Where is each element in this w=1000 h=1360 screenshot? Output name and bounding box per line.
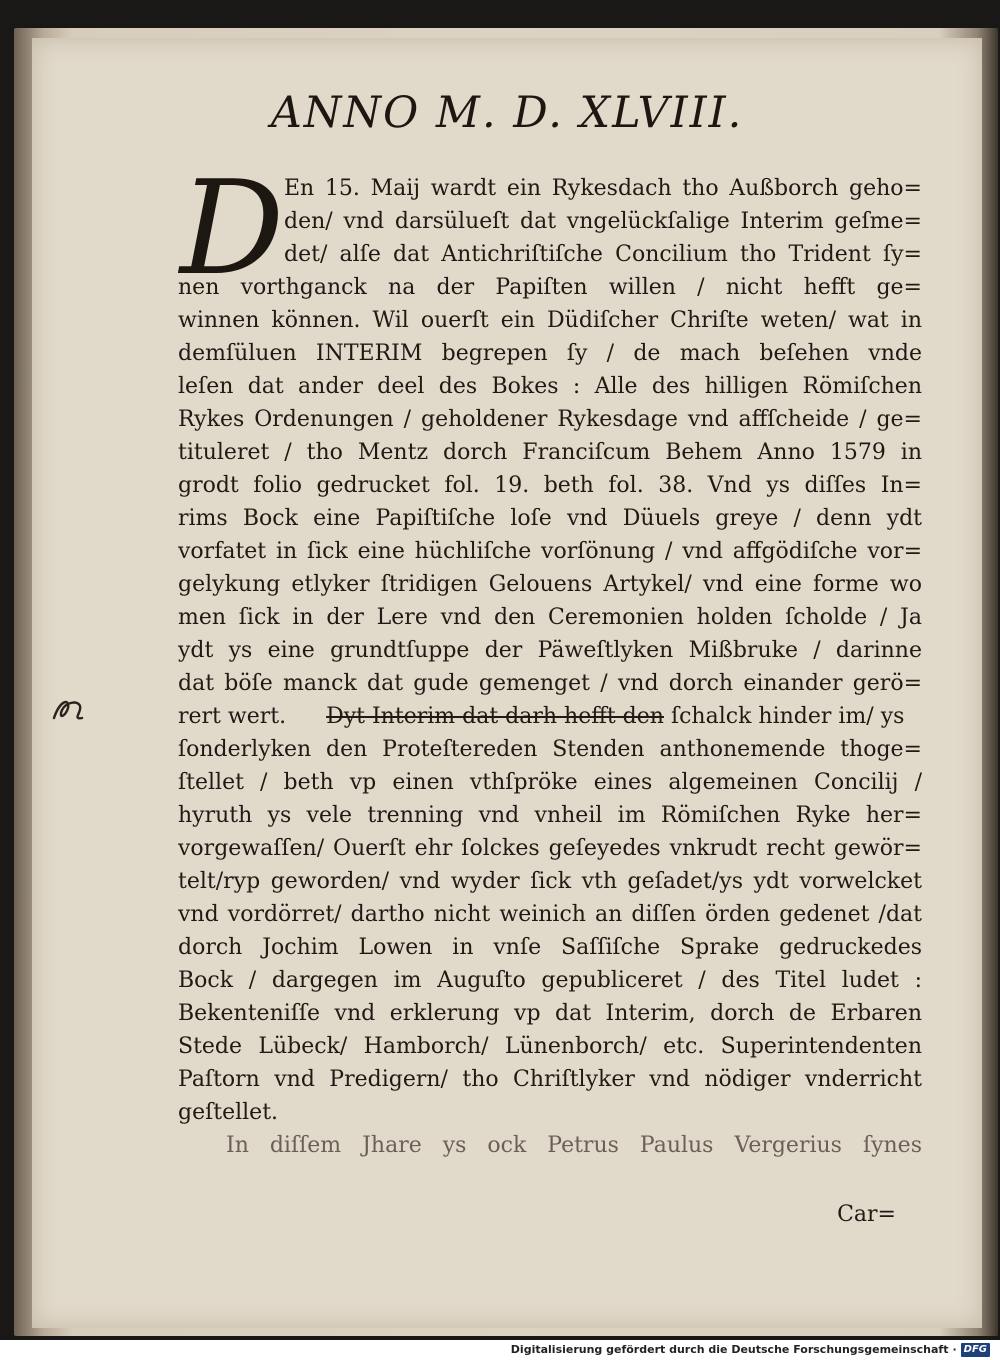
text-line: nen vorthganck na der Papiſten willen / nicht hefft ge= — [178, 275, 922, 300]
text-line-struck — [178, 700, 922, 733]
text-line: Stede Lübeck/ Hamborch/ Lünenborch/ etc. Superintendenten — [178, 1034, 922, 1059]
text-line: ſonderlyken den Proteſtereden Stenden anthonemende thoge= — [178, 737, 922, 762]
decorated-initial: D — [179, 152, 285, 304]
text-line: ydt ys eine grundtſuppe der Päweſtlyken Mißbruke / darinne — [178, 638, 922, 663]
text-line: geſtellet. — [178, 1100, 279, 1125]
line-end: ſchalck hinder im/ ys — [670, 704, 905, 729]
text-line: det/ alſe dat Antichriſtiſche Concilium tho Trident ſy= — [284, 242, 922, 267]
text-line: dorch Jochim Lowen in vnſe Saſſiſche Sprake gedruckedes — [178, 935, 922, 960]
text-line: dat böſe manck dat gude gemenget / vnd dorch einander gerö= — [178, 671, 922, 696]
text-line: grodt folio gedrucket fol. 19. beth fol. 38. Vnd ys diſſes In= — [178, 473, 922, 498]
text-line: men ſick in der Lere vnd den Ceremonien holden ſcholde / Ja — [178, 605, 922, 630]
text-line: Paſtorn vnd Predigern/ tho Chriſtlyker vnd nödiger vnderricht — [178, 1067, 922, 1092]
text-line: Bock / dargegen im Auguſto gepubliceret / des Titel ludet : — [178, 968, 922, 993]
text-line: tituleret / tho Mentz dorch Franciſcum Behem Anno 1579 in — [178, 440, 922, 465]
book-page — [32, 38, 982, 1328]
text-line: gelykung etlyker ſtridigen Gelouens Artykel/ vnd eine forme wo — [178, 572, 922, 597]
margin-annotation-icon — [48, 690, 88, 730]
dfg-logo-icon: DFG — [961, 1343, 990, 1357]
catchword: Car= — [837, 1202, 896, 1227]
text-line: En 15. Maij wardt ein Rykesdach tho Außborch geho= — [284, 176, 922, 201]
text-line: Bekenteniſſe vnd erklerung vp dat Interim, dorch de Erbaren — [178, 1001, 922, 1026]
struck-text: Dyt Interim dat darh hefft den — [326, 704, 664, 729]
line-start: rert wert. — [178, 704, 287, 729]
text-line: telt/ryp geworden/ vnd wyder ſick vth geſadet/ys ydt vorwelcket — [178, 869, 922, 894]
text-line: Rykes Ordenungen / geholdener Rykesdage vnd affſcheide / ge= — [178, 407, 922, 432]
text-line: vorgewaſſen/ Ouerſt ehr ſolckes geſeyedes vnkrudt recht gewör= — [178, 836, 922, 861]
text-line: leſen dat ander deel des Bokes : Alle des hilligen Römiſchen — [178, 374, 922, 399]
text-line: rims Bock eine Papiſtiſche loſe vnd Düuels greye / denn ydt — [178, 506, 922, 531]
text-line: den/ vnd darsülueſt dat vngelückſalige Interim geſme= — [284, 209, 922, 234]
text-line: demſüluen INTERIM begrepen ſy / de mach beſehen vnde — [178, 341, 922, 366]
text-line: vnd vordörret/ dartho nicht weinich an diſſen örden gedenet /dat — [178, 902, 922, 927]
text-line: In diſſem Jhare ys ock Petrus Paulus Vergerius ſynes — [226, 1133, 922, 1158]
footer-credit: Digitalisierung gefördert durch die Deutsche Forschungsgemeinschaft — [510, 1343, 949, 1356]
text-line: winnen können. Wil ouerſt ein Düdiſcher Chriſte weten/ wat in — [178, 308, 922, 333]
running-head: ANNO M. D. XLVIII. — [270, 88, 744, 138]
text-line: ſtellet / beth vp einen vthſpröke eines algemeinen Concilij / — [178, 770, 922, 795]
footer — [511, 1342, 990, 1358]
text-line: hyruth ys vele trenning vnd vnheil im Römiſchen Ryke her= — [178, 803, 922, 828]
footer-separator: · — [952, 1343, 957, 1356]
text-line: vorfatet in ſick eine hüchliſche vorſönung / vnd affgödiſche vor= — [178, 539, 922, 564]
